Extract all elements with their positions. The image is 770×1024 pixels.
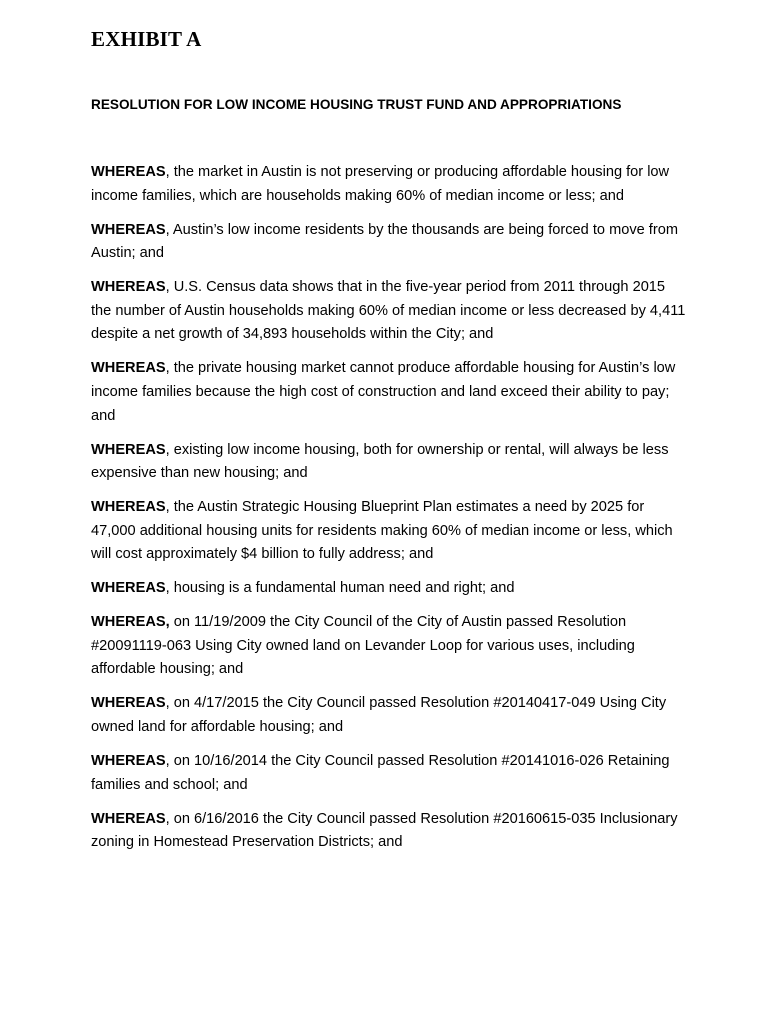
clause-text: , on 10/16/2014 the City Council passed Resolution #20141016-026 Retaining families and school; and (91, 752, 670, 793)
clause-text: , housing is a fundamental human need and right; and (165, 580, 515, 597)
clause-keyword: WHEREAS (91, 752, 166, 769)
clause-keyword: WHEREAS, (91, 614, 170, 631)
whereas-clause (91, 496, 686, 567)
clause-text: on 11/19/2009 the City Council of the City of Austin passed Resolution #20091119-063 Using City owned land on Levander Loop for various uses, including affordable housing; and (91, 614, 635, 678)
whereas-clause (91, 219, 686, 266)
whereas-clause (91, 161, 686, 208)
clause-keyword: WHEREAS (91, 499, 166, 516)
clause-keyword: WHEREAS (91, 580, 166, 597)
whereas-clause (91, 750, 686, 797)
clause-text: , the Austin Strategic Housing Blueprint Plan estimates a need by 2025 for 47,000 additional housing units for residents making 60% of median income or less, which will cost approximately $4 billion to fully address; and (91, 499, 673, 563)
whereas-clause (91, 611, 686, 682)
clause-text: , Austin’s low income residents by the thousands are being forced to move from Austin; and (91, 221, 678, 262)
clause-keyword: WHEREAS (91, 441, 166, 458)
clause-text: , existing low income housing, both for ownership or rental, will always be less expensive than new housing; and (91, 441, 669, 482)
resolution-heading: RESOLUTION FOR LOW INCOME HOUSING TRUST FUND AND APPROPRIATIONS (91, 97, 622, 112)
clause-keyword: WHEREAS (91, 810, 166, 827)
clause-text: , U.S. Census data shows that in the five-year period from 2011 through 2015 the number of Austin households making 60% of median income or less decreased by 4,411 despite a net growth of 34,893 households within the City; and (91, 279, 686, 343)
clause-keyword: WHEREAS (91, 221, 166, 238)
clause-text: , on 6/16/2016 the City Council passed Resolution #20160615-035 Inclusionary zoning in Homestead Preservation Districts; and (91, 810, 678, 851)
whereas-clause (91, 357, 686, 428)
clause-text: , the private housing market cannot produce affordable housing for Austin’s low income families because the high cost of construction and land exceed their ability to pay; and (91, 360, 676, 424)
clause-keyword: WHEREAS (91, 360, 166, 377)
whereas-clause (91, 692, 686, 739)
clause-keyword: WHEREAS (91, 695, 166, 712)
clause-keyword: WHEREAS (91, 164, 166, 180)
clause-keyword: WHEREAS (91, 279, 166, 296)
whereas-clause (91, 808, 686, 855)
whereas-clause (91, 577, 686, 601)
whereas-clause (91, 276, 686, 347)
whereas-clause (91, 439, 686, 486)
clause-text: , the market in Austin is not preserving or producing affordable housing for low income families, which are households making 60% of median income or less; and (91, 164, 670, 204)
whereas-clauses (91, 161, 686, 865)
exhibit-title: EXHIBIT A (91, 27, 202, 51)
clause-text: , on 4/17/2015 the City Council passed Resolution #20140417-049 Using City owned land for affordable housing; and (91, 695, 667, 735)
